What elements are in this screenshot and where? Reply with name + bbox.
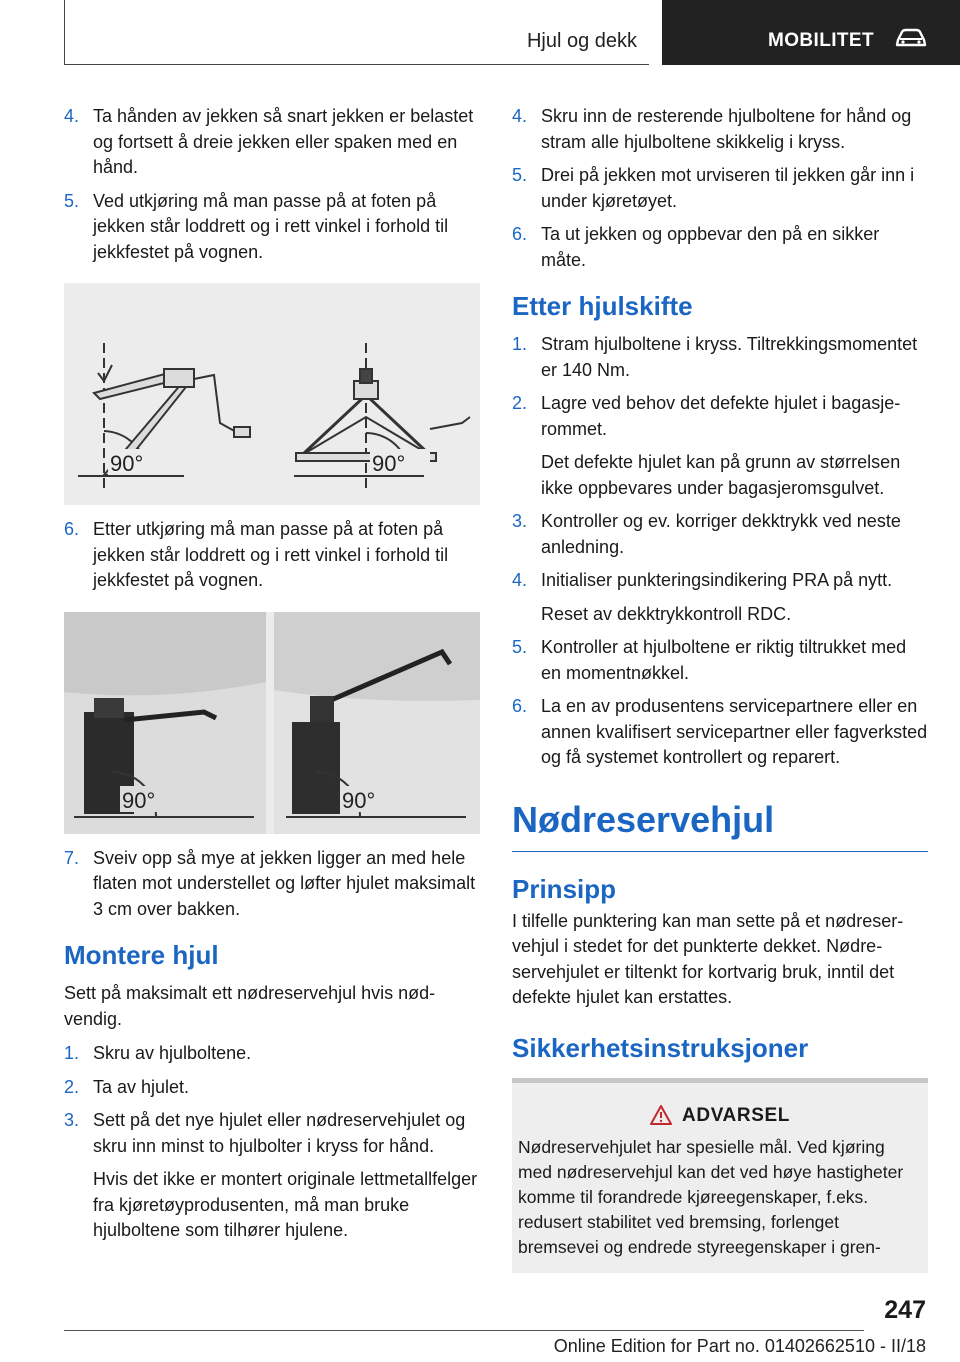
- jack-angle-diagram: [64, 283, 480, 505]
- step-7: 7. Sveiv opp så mye at jekken ligger an med hele flaten mot understellet og løfter hjulet maksimalt 3 cm over bakken.: [64, 847, 476, 919]
- etter-step-5: 5. Kontroller at hjulboltene er riktig tiltrukket med en momentnøkkel.: [512, 637, 907, 683]
- page-number: 247: [884, 1296, 926, 1324]
- header-chapter-title: MOBILITET: [768, 30, 874, 51]
- etter-step-2: 2. Lagre ved behov det defekte hjulet i bagasjerommet.: [512, 393, 901, 439]
- montere-step-1: 1. Skru av hjulboltene.: [64, 1043, 252, 1063]
- etter-note-4: Reset av dekktrykkontroll RDC.: [541, 603, 792, 624]
- step-4: 4. Ta hånden av jekken så snart jekken er belastet og fortsett å dreie jekken eller spaken med en hånd.: [64, 106, 474, 177]
- jack-photo-illustration: [64, 612, 480, 834]
- right-column: [512, 104, 928, 1273]
- montere-intro: Sett på maksimalt ett nødreservehjul hvis nødvendig.: [64, 983, 436, 1029]
- warning-text: Nødreservehjulet har spesielle mål. Ved kjøring med nødreservehjul kan det ved høye hastigheter komme til forandrede kjøreegenskaper, f.eks. redusert stabilitet ved bremsing, forlenget bremsevei og endrede styreegenskaper i gren-: [518, 1136, 904, 1257]
- header-section-title: Hjul og dekk: [526, 30, 637, 52]
- etter-step-6: 6. La en av produsentens servicepartnere eller en annen kvalifisert servicepartner eller fagverksted og få systemet kontrollert og reparert.: [512, 696, 928, 767]
- header-section-box: [64, 0, 649, 65]
- warning-title: ADVARSEL: [682, 1104, 790, 1126]
- jack-position-photo: [64, 612, 480, 834]
- angle-label-photo-left: 90°: [122, 787, 156, 813]
- prinsipp-text: I tilfelle punktering kan man sette på et nødreservehjul i stedet for det punkterte dekket. Nødreservehjulet er tiltenkt for kortvarig bruk, inntil det defekte hjulet kan erstattes.: [512, 910, 904, 1007]
- heading-etter-hjulskifte: Etter hjulskifte: [512, 291, 693, 321]
- montere-step-3: 3. Sett på det nye hjulet eller nødreservehjulet og skru inn minst to hjulbolter i kryss for hånd.: [64, 1110, 466, 1156]
- footer-divider: [64, 1330, 864, 1331]
- step-6: 6. Etter utkjøring må man passe på at foten på jekken står loddrett og i rett vinkel i forhold til jekkfestet på vognen.: [64, 519, 449, 590]
- montere-step-2: 2. Ta av hjulet.: [64, 1076, 190, 1097]
- heading-prinsipp: Prinsipp: [512, 873, 617, 904]
- right-step-6: 6. Ta ut jekken og oppbevar den på en sikker måte.: [512, 224, 880, 270]
- etter-step-3: 3. Kontroller og ev. korriger dekktrykk ved neste anledning.: [512, 511, 901, 557]
- warning-triangle-icon: [650, 1105, 672, 1125]
- heading-nodreservehjul: Nødreservehjul: [512, 799, 928, 852]
- car-icon: [894, 28, 928, 48]
- step-5: 5. Ved utkjøring må man passe på at foten på jekken står loddrett og i rett vinkel i forhold til jekkfestet på vognen.: [64, 190, 449, 262]
- angle-label-left: 90°: [110, 451, 144, 476]
- warning-box: [512, 1078, 928, 1273]
- right-step-5: 5. Drei på jekken mot urviseren til jekken går inn i under kjøretøyet.: [512, 165, 915, 211]
- heading-sikkerhetsinstruksjoner: Sikkerhetsinstruksjoner: [512, 1032, 809, 1063]
- angle-label-photo-right: 90°: [342, 787, 376, 813]
- jack-diagram-illustration: [64, 283, 480, 505]
- header-chapter-tab: [662, 0, 960, 65]
- etter-step-1: 1. Stram hjulboltene i kryss. Tiltrekkingsmomentet er 140 Nm.: [512, 334, 918, 380]
- montere-note: Hvis det ikke er montert originale lettmetallfelger fra kjøretøyprodusenten, må man bruke hjulboltene som tilhører hjulene.: [93, 1169, 478, 1240]
- heading-montere-hjul: Montere hjul: [64, 940, 219, 970]
- footer-edition: Online Edition for Part no. 01402662510 - II/18: [553, 1336, 926, 1356]
- warning-title-row: [518, 1105, 922, 1127]
- left-column: [64, 104, 480, 1252]
- angle-label-right: 90°: [372, 451, 406, 476]
- right-step-4: 4. Skru inn de resterende hjulboltene for hånd og stram alle hjulboltene skikkelig i kryss.: [512, 106, 912, 152]
- etter-step-4: 4. Initialiser punkteringsindikering PRA på nytt.: [512, 570, 893, 590]
- etter-note-2: Det defekte hjulet kan på grunn av størrelsen ikke oppbevares under bagasjeromsgulvet.: [541, 452, 901, 498]
